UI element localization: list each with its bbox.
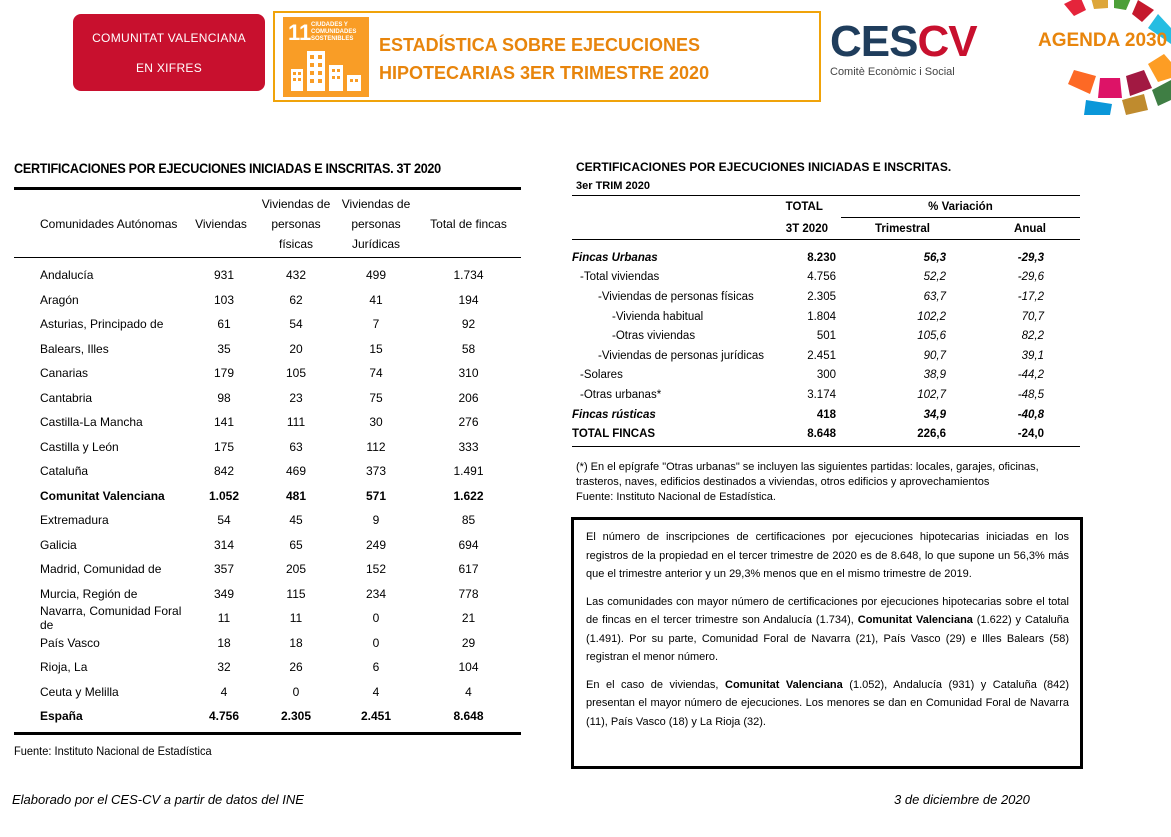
row-fisicas: 111	[286, 415, 306, 430]
row-total: 194	[458, 292, 479, 307]
row-juridicas: 249	[365, 537, 387, 552]
header-total: TOTAL	[785, 201, 823, 213]
row-trimestral: 90,7	[923, 349, 946, 362]
table-row	[572, 287, 1080, 307]
row-trimestral: 34,9	[923, 408, 946, 421]
row-fisicas: 65	[289, 537, 303, 552]
report-title-box	[273, 11, 821, 102]
row-total: 333	[458, 439, 479, 454]
row-total: 4.756	[807, 271, 836, 284]
row-viviendas: 357	[213, 562, 235, 577]
row-fisicas: 469	[285, 464, 307, 479]
row-juridicas: 75	[369, 390, 383, 405]
cescv-logo	[830, 17, 977, 90]
row-anual: -44,2	[1017, 369, 1044, 382]
footnote-line2: trasteros, naves, edificios destinados a viviendas, otros edificios y aprovechamientos	[576, 476, 990, 488]
row-juridicas: 0	[372, 611, 380, 626]
row-viviendas: 141	[213, 415, 235, 430]
row-viviendas: 349	[213, 586, 235, 601]
row-total: 8.648	[453, 709, 484, 724]
row-trimestral: 38,9	[923, 369, 946, 382]
row-total: 1.734	[453, 268, 484, 283]
row-total: 276	[458, 415, 479, 430]
table-row	[572, 307, 1080, 327]
row-name: Aragón	[40, 292, 79, 307]
table-row	[14, 386, 521, 411]
row-trimestral: 52,2	[923, 271, 946, 284]
row-name: Fincas Urbanas	[572, 251, 658, 264]
row-fisicas: 481	[285, 488, 307, 503]
summary-paragraph-1: El número de inscripciones de certificaciones por ejecuciones hipotecarias iniciadas en los registros de la propiedad en el tercer trimestre de 2020 es de 8.648, lo que supone un 56,3% más que el trimestre anterior y un 29,3% menos que en el mismo trimestre de 2019.	[586, 531, 1069, 580]
header-trimestral: Trimestral	[875, 222, 930, 235]
cescv-logo-part2: CV	[917, 17, 977, 66]
sdg-11-icon	[283, 17, 369, 97]
row-viviendas: 98	[217, 390, 231, 405]
table-row	[14, 631, 521, 656]
row-total: 8.648	[807, 428, 836, 441]
row-trimestral: 56,3	[923, 251, 946, 264]
row-fisicas: 26	[289, 660, 303, 675]
row-total: 3.174	[807, 388, 836, 401]
row-total: 104	[458, 660, 479, 675]
row-fisicas: 63	[289, 439, 303, 454]
row-juridicas: 7	[372, 317, 380, 332]
row-name: Balears, Illes	[40, 341, 109, 356]
badge-line1: COMUNITAT VALENCIANA	[92, 30, 246, 45]
table-row	[572, 248, 1080, 268]
footnote-source: Fuente: Instituto Nacional de Estadística.	[576, 491, 776, 503]
table-row	[14, 704, 521, 729]
table-row	[14, 484, 521, 509]
row-total: 85	[461, 513, 476, 528]
row-name: Asturias, Principado de	[40, 317, 164, 332]
row-name: Cantabria	[40, 390, 93, 405]
city-buildings-icon	[289, 47, 363, 93]
row-anual: -24,0	[1017, 428, 1044, 441]
right-table-subtitle: 3er TRIM 2020	[576, 180, 650, 192]
row-juridicas: 41	[369, 292, 383, 307]
row-name: Castilla-La Mancha	[40, 415, 143, 430]
table-row	[14, 337, 521, 362]
row-name: Castilla y León	[40, 439, 119, 454]
row-juridicas: 15	[369, 341, 383, 356]
row-viviendas: 32	[217, 660, 231, 675]
header-3t-2020: 3T 2020	[785, 222, 828, 235]
table-row	[14, 361, 521, 386]
row-fisicas: 0	[292, 684, 300, 699]
row-name: Comunitat Valenciana	[40, 488, 165, 503]
table-row	[572, 424, 1080, 444]
table-row	[14, 655, 521, 680]
row-total: 310	[458, 366, 479, 381]
communities-table-header	[14, 190, 521, 258]
row-juridicas: 234	[365, 586, 387, 601]
row-name: País Vasco	[40, 635, 100, 650]
row-total: 1.804	[807, 310, 836, 323]
fincas-table	[572, 195, 1080, 447]
agenda-2030-logo	[1034, 0, 1171, 115]
footnote	[576, 460, 1076, 505]
row-viviendas: 18	[217, 635, 231, 650]
header-personas-juridicas: Viviendas de personas Jurídicas	[341, 196, 411, 251]
row-total: 1.491	[453, 464, 484, 479]
table-row	[14, 582, 521, 607]
row-name: -Otras urbanas*	[580, 388, 662, 401]
row-viviendas: 179	[213, 366, 235, 381]
footer-credit: Elaborado por el CES-CV a partir de datos del INE	[12, 792, 304, 807]
table-row	[572, 346, 1080, 366]
row-name: TOTAL FINCAS	[572, 428, 656, 441]
row-name: Madrid, Comunidad de	[40, 562, 162, 577]
row-name: -Viviendas de personas jurídicas	[598, 349, 764, 362]
row-name: -Otras viviendas	[612, 330, 696, 343]
table-row	[572, 385, 1080, 405]
row-name: Rioja, La	[40, 660, 88, 675]
header-anual: Anual	[1014, 222, 1046, 235]
footer-date: 3 de diciembre de 2020	[894, 792, 1030, 807]
row-total: 694	[458, 537, 479, 552]
summary-paragraph-3: En el caso de viviendas, Comunitat Valenciana (1.052), Andalucía (931) y Cataluña (842) presentan el mayor número de ejecuciones. Los menores se dan en Comunidad Foral de Navarra (11), País Vasco (18) y La Rioja (32).	[586, 678, 1070, 728]
header-personas-fisicas: Viviendas de personas físicas	[261, 196, 331, 251]
row-viviendas: 931	[213, 268, 235, 283]
table-row	[14, 288, 521, 313]
row-total: 4	[465, 684, 472, 699]
row-juridicas: 6	[372, 660, 380, 675]
row-viviendas: 103	[213, 292, 235, 307]
table-row	[572, 366, 1080, 386]
row-total: 501	[816, 330, 836, 343]
table-row	[14, 410, 521, 435]
row-trimestral: 102,2	[917, 310, 946, 323]
row-trimestral: 63,7	[923, 290, 946, 303]
row-trimestral: 226,6	[917, 428, 946, 441]
row-anual: -29,6	[1017, 271, 1044, 284]
report-title	[379, 31, 819, 87]
row-juridicas: 571	[365, 488, 387, 503]
report-title-line2: HIPOTECARIAS 3ER TRIMESTRE 2020	[379, 63, 710, 83]
row-juridicas: 4	[372, 684, 380, 699]
header-comunidades: Comunidades Autónomas	[40, 216, 178, 231]
sdg-text: CIUDADES Y COMUNIDADES SOSTENIBLES	[311, 22, 357, 42]
table-row	[14, 459, 521, 484]
header-total-fincas: Total de fincas	[430, 216, 507, 231]
table-row	[14, 557, 521, 582]
footnote-line1: (*) En el epígrafe "Otras urbanas" se incluyen las siguientes partidas: locales, garajes, oficinas,	[576, 461, 1039, 473]
row-juridicas: 373	[365, 464, 387, 479]
row-total: 1.622	[453, 488, 484, 503]
row-name: Extremadura	[40, 513, 109, 528]
agenda-2030-text: AGENDA 2030	[1038, 30, 1168, 51]
communities-table-body	[14, 258, 521, 732]
row-anual: -17,2	[1017, 290, 1044, 303]
summary-text-box	[571, 517, 1083, 769]
table-row	[14, 263, 521, 288]
row-total: 300	[816, 369, 836, 382]
table-row	[572, 326, 1080, 346]
row-total: 8.230	[807, 251, 836, 264]
table-row	[14, 533, 521, 558]
row-name: -Viviendas de personas físicas	[598, 290, 754, 303]
row-total: 617	[458, 562, 479, 577]
row-name: Canarias	[40, 366, 89, 381]
row-name: -Vivienda habitual	[612, 310, 704, 323]
row-fisicas: 62	[289, 292, 303, 307]
left-table-source: Fuente: Instituto Nacional de Estadística	[14, 744, 212, 758]
row-viviendas: 175	[213, 439, 235, 454]
row-name: -Solares	[580, 369, 623, 382]
table-row	[572, 405, 1080, 425]
header-viviendas: Viviendas	[195, 216, 247, 231]
row-name: Navarra, Comunidad Foral de	[40, 604, 182, 633]
row-viviendas: 54	[217, 513, 231, 528]
comunitat-valenciana-badge	[73, 14, 265, 91]
row-name: España	[40, 709, 83, 724]
table-row	[14, 606, 521, 631]
report-title-line1: ESTADÍSTICA SOBRE EJECUCIONES	[379, 35, 701, 55]
row-viviendas: 35	[217, 341, 231, 356]
row-juridicas: 499	[365, 268, 387, 283]
row-fisicas: 115	[286, 586, 306, 601]
row-fisicas: 45	[289, 513, 303, 528]
badge-line2: EN XIFRES	[135, 60, 203, 75]
sdg-number: 11	[288, 20, 312, 45]
row-name: Cataluña	[40, 464, 89, 479]
row-fisicas: 11	[289, 611, 303, 626]
communities-table	[14, 187, 521, 735]
row-name: Andalucía	[40, 268, 94, 283]
table-row	[14, 508, 521, 533]
row-name: Fincas rústicas	[572, 408, 656, 421]
row-total: 206	[458, 390, 479, 405]
right-table-title: CERTIFICACIONES POR EJECUCIONES INICIADAS E INSCRITAS.	[576, 160, 952, 174]
fincas-table-body	[572, 240, 1080, 447]
row-fisicas: 432	[285, 268, 307, 283]
row-fisicas: 18	[289, 635, 303, 650]
header-variacion: % Variación	[841, 196, 1080, 218]
row-fisicas: 2.305	[280, 709, 312, 724]
table-row	[14, 435, 521, 460]
row-total: 418	[816, 408, 836, 421]
row-name: Ceuta y Melilla	[40, 684, 119, 699]
fincas-table-header-row1	[572, 196, 1080, 218]
row-total: 29	[461, 635, 476, 650]
row-viviendas: 4.756	[208, 709, 240, 724]
row-total: 21	[461, 611, 476, 626]
cescv-subtitle: Comitè Econòmic i Social	[830, 66, 955, 78]
row-anual: 82,2	[1021, 330, 1044, 343]
left-table-title: CERTIFICACIONES POR EJECUCIONES INICIADAS E INSCRITAS. 3T 2020	[14, 160, 441, 176]
row-name: Murcia, Región de	[40, 586, 138, 601]
row-anual: -29,3	[1017, 251, 1044, 264]
sdg-wheel-icon	[1034, 0, 1171, 115]
row-trimestral: 102,7	[917, 388, 946, 401]
row-fisicas: 105	[285, 366, 307, 381]
row-juridicas: 112	[366, 439, 386, 454]
row-anual: 70,7	[1021, 310, 1044, 323]
summary-paragraph-2: Las comunidades con mayor número de certificaciones por ejecuciones hipotecarias sobre el total de fincas en el tercer trimestre son Andalucía (1.734), Comunitat Valenciana (1.622) y Cataluña (1.491). Por su parte, Comunidad Foral de Navarra (21), País Vasco (29) e Illes Balears (58) registran el menor número.	[586, 595, 1069, 663]
row-name: Galicia	[40, 537, 77, 552]
row-anual: -40,8	[1017, 408, 1044, 421]
cescv-logo-part1: CES	[830, 17, 918, 66]
row-juridicas: 9	[372, 513, 380, 528]
row-viviendas: 314	[213, 537, 235, 552]
row-fisicas: 23	[289, 390, 303, 405]
row-viviendas: 11	[217, 611, 231, 626]
table-row	[14, 312, 521, 337]
row-total: 2.451	[807, 349, 836, 362]
row-total: 92	[461, 317, 476, 332]
row-anual: -48,5	[1017, 388, 1044, 401]
row-trimestral: 105,6	[917, 330, 946, 343]
row-juridicas: 30	[369, 415, 383, 430]
row-juridicas: 152	[365, 562, 387, 577]
table-row	[14, 680, 521, 705]
row-fisicas: 205	[285, 562, 307, 577]
row-viviendas: 61	[217, 317, 231, 332]
row-viviendas: 4	[220, 684, 228, 699]
row-anual: 39,1	[1021, 349, 1044, 362]
row-fisicas: 20	[289, 341, 303, 356]
fincas-table-header-row2	[572, 218, 1080, 240]
row-viviendas: 842	[213, 464, 235, 479]
row-fisicas: 54	[289, 317, 303, 332]
row-total: 778	[458, 586, 479, 601]
row-juridicas: 74	[369, 366, 383, 381]
row-name: -Total viviendas	[580, 271, 660, 284]
row-total: 58	[461, 341, 476, 356]
row-juridicas: 0	[372, 635, 380, 650]
row-juridicas: 2.451	[360, 709, 392, 724]
table-row	[572, 268, 1080, 288]
row-total: 2.305	[807, 290, 836, 303]
row-viviendas: 1.052	[208, 488, 240, 503]
